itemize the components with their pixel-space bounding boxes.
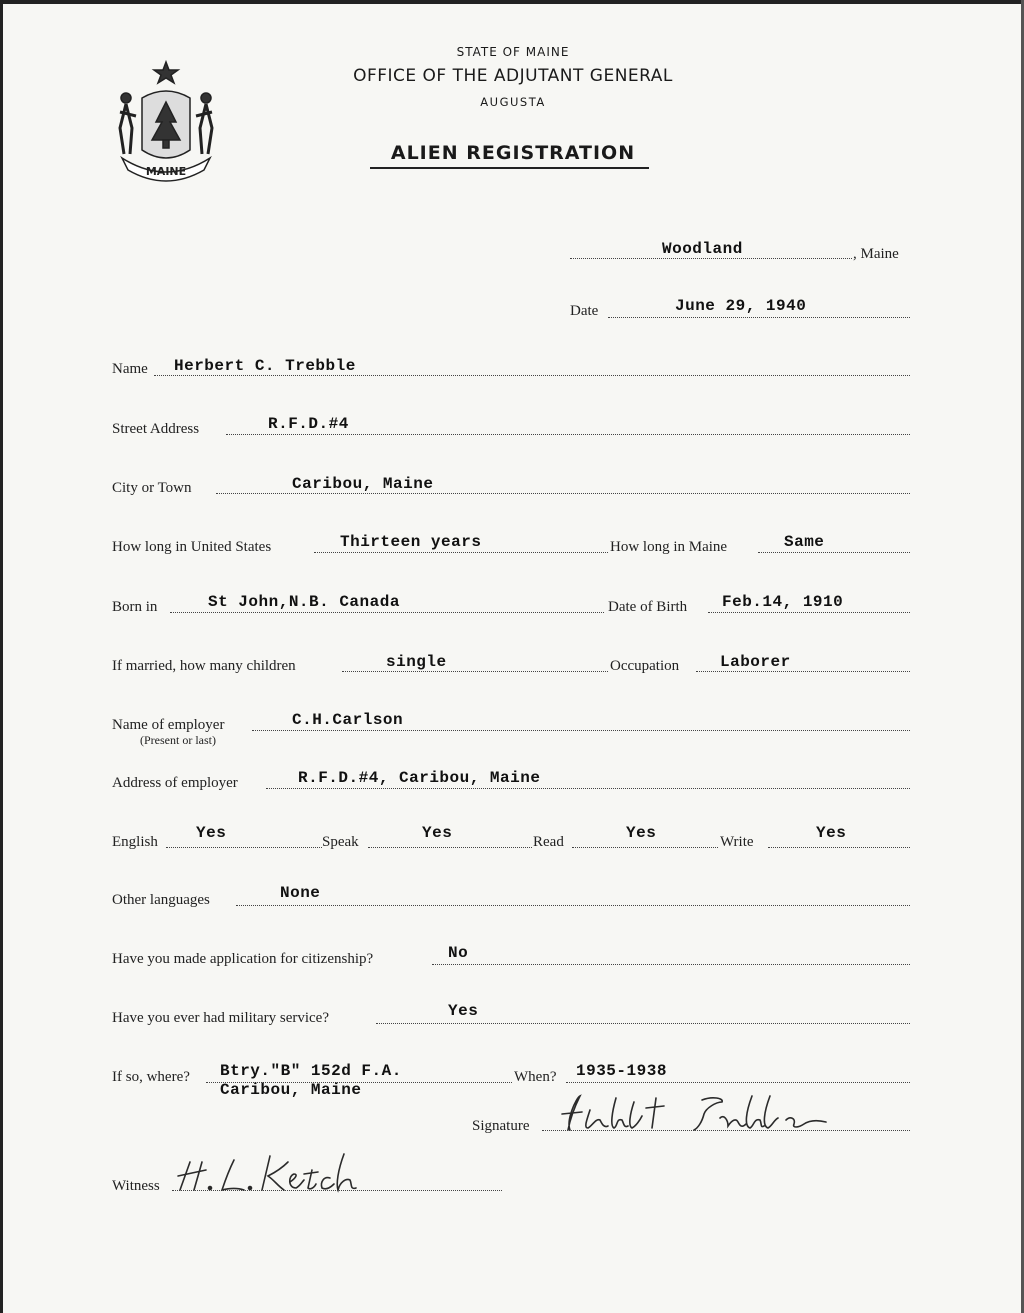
- scan-border-top: [0, 0, 1024, 4]
- seal-motto: MAINE: [145, 165, 187, 178]
- employer-value: C.H.Carlson: [292, 711, 404, 729]
- where-value-line2: Caribou, Maine: [220, 1081, 362, 1099]
- citizenship-line: [432, 964, 910, 965]
- city-label: City or Town: [112, 480, 192, 496]
- witness-label: Witness: [112, 1178, 160, 1194]
- street-line: [226, 434, 910, 435]
- where-value-line1: Btry."B" 152d F.A.: [220, 1062, 402, 1080]
- occupation-line: [696, 671, 910, 672]
- maine-duration-label: How long in Maine: [610, 539, 728, 555]
- header-state: STATE OF MAINE: [456, 45, 570, 59]
- english-label: English: [112, 834, 158, 850]
- speak-line: [368, 847, 532, 848]
- born-in-label: Born in: [112, 599, 158, 615]
- children-value: single: [386, 653, 447, 671]
- when-line: [566, 1082, 910, 1083]
- employer-line: [252, 730, 910, 731]
- military-label: Have you ever had military service?: [112, 1010, 329, 1026]
- where-label: If so, where?: [112, 1069, 190, 1085]
- dob-label: Date of Birth: [608, 599, 688, 615]
- born-in-value: St John,N.B. Canada: [208, 593, 400, 611]
- us-duration-value: Thirteen years: [340, 533, 482, 551]
- employer-address-line: [266, 788, 910, 789]
- employer-address-value: R.F.D.#4, Caribou, Maine: [298, 769, 541, 787]
- city-line: [216, 493, 910, 494]
- read-label: Read: [533, 834, 564, 850]
- employer-sublabel: (Present or last): [140, 733, 216, 747]
- read-line: [572, 847, 718, 848]
- military-value: Yes: [448, 1002, 479, 1020]
- when-label: When?: [514, 1069, 557, 1085]
- title-underline: [370, 167, 649, 169]
- form-title: ALIEN REGISTRATION: [390, 142, 636, 164]
- occupation-label: Occupation: [610, 658, 680, 674]
- english-line: [166, 847, 322, 848]
- other-languages-line: [236, 905, 910, 906]
- other-languages-label: Other languages: [112, 892, 210, 908]
- children-label: If married, how many children: [112, 658, 296, 674]
- born-in-line: [170, 612, 604, 613]
- us-duration-line: [314, 552, 608, 553]
- date-line: [608, 317, 910, 318]
- employer-address-label: Address of employer: [112, 775, 238, 791]
- applicant-signature: [556, 1090, 836, 1136]
- read-value: Yes: [626, 824, 657, 842]
- english-value: Yes: [196, 824, 227, 842]
- occupation-value: Laborer: [720, 653, 791, 671]
- dob-line: [708, 612, 910, 613]
- children-line: [342, 671, 608, 672]
- military-line: [376, 1023, 910, 1024]
- date-value: June 29, 1940: [675, 297, 807, 315]
- maine-duration-line: [758, 552, 910, 553]
- other-languages-value: None: [280, 884, 321, 902]
- place-state-label: , Maine: [853, 246, 899, 262]
- street-label: Street Address: [112, 421, 200, 437]
- street-value: R.F.D.#4: [268, 415, 349, 433]
- witness-signature: [172, 1150, 452, 1196]
- write-value: Yes: [816, 824, 847, 842]
- scan-border-left: [0, 0, 3, 1313]
- place-value: Woodland: [662, 240, 743, 258]
- place-line: [570, 258, 852, 259]
- speak-value: Yes: [422, 824, 453, 842]
- header-city: AUGUSTA: [480, 95, 546, 109]
- us-duration-label: How long in United States: [112, 539, 272, 555]
- name-line: [154, 375, 910, 376]
- write-line: [768, 847, 910, 848]
- speak-label: Speak: [322, 834, 359, 850]
- signature-label: Signature: [472, 1118, 530, 1134]
- name-value: Herbert C. Trebble: [174, 357, 356, 375]
- date-label: Date: [570, 303, 599, 319]
- citizenship-value: No: [448, 944, 469, 962]
- header-office: OFFICE OF THE ADJUTANT GENERAL: [353, 66, 673, 86]
- dob-value: Feb.14, 1910: [722, 593, 844, 611]
- name-label: Name: [112, 361, 148, 377]
- when-value: 1935-1938: [576, 1062, 667, 1080]
- city-value: Caribou, Maine: [292, 475, 434, 493]
- employer-label: Name of employer: [112, 717, 225, 733]
- maine-duration-value: Same: [784, 533, 825, 551]
- write-label: Write: [720, 834, 754, 850]
- citizenship-label: Have you made application for citizenship?: [112, 951, 374, 967]
